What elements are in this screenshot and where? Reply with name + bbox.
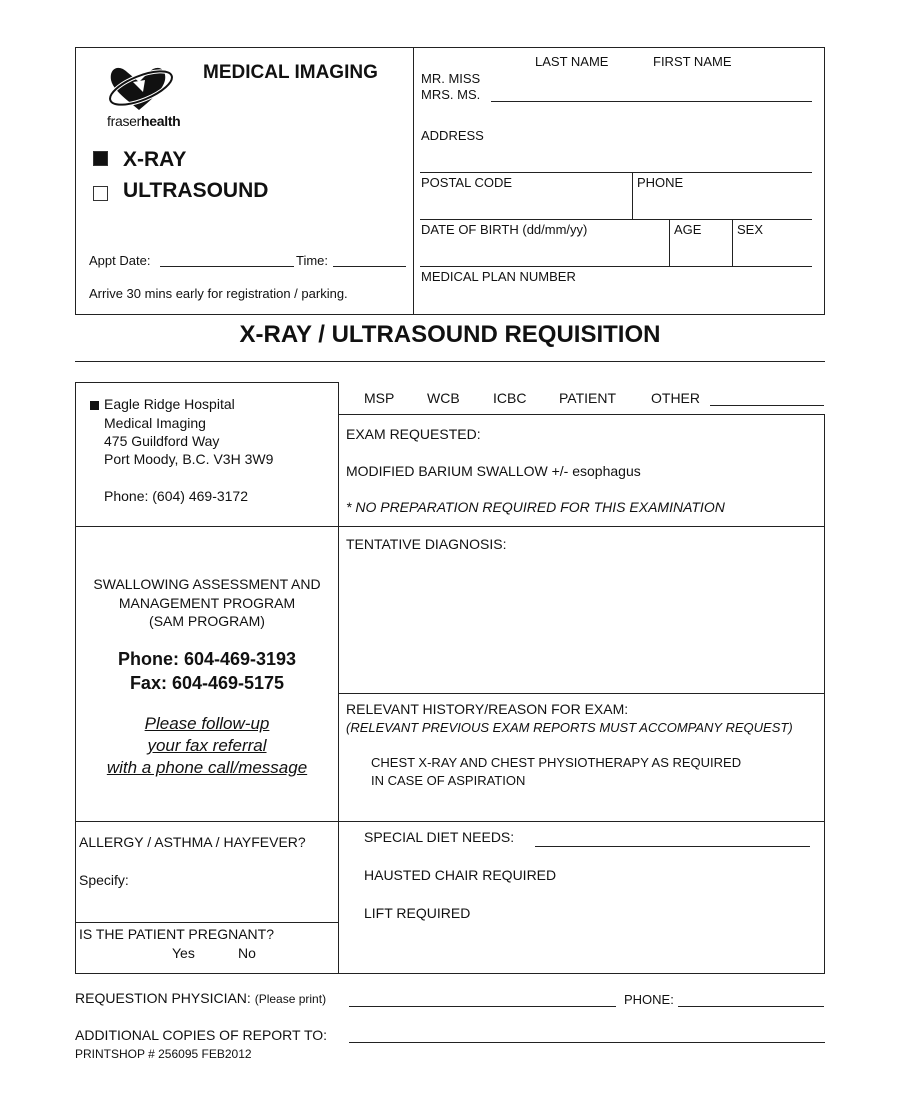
diagnosis-label: TENTATIVE DIAGNOSIS:: [346, 536, 507, 552]
medical-plan-label: MEDICAL PLAN NUMBER: [421, 269, 576, 284]
allergy-specify: Specify:: [79, 872, 129, 888]
payment-icbc[interactable]: ICBC: [493, 390, 527, 406]
fraserhealth-logo-icon: [105, 62, 175, 114]
hospital-bullet: [90, 401, 99, 410]
program-fax: Fax: 604-469-5175: [129, 673, 285, 693]
hospital-name: Eagle Ridge Hospital: [104, 396, 235, 412]
printshop-code: PRINTSHOP # 256095 FEB2012: [75, 1047, 252, 1061]
dob-field[interactable]: [420, 266, 812, 267]
name-field[interactable]: [491, 101, 812, 102]
address-field[interactable]: [420, 172, 812, 173]
payment-other[interactable]: OTHER: [651, 390, 700, 406]
hausted-chair-label: HAUSTED CHAIR REQUIRED: [364, 867, 557, 883]
time-field[interactable]: [333, 266, 406, 267]
appt-date-label: Appt Date:: [89, 253, 151, 268]
postal-code-label: POSTAL CODE: [421, 175, 513, 190]
age-label: AGE: [674, 222, 702, 237]
follow-up-line-3: with a phone call/message: [106, 758, 308, 777]
title-rule: [75, 361, 825, 362]
time-label: Time:: [296, 253, 329, 268]
arrive-note: Arrive 30 mins early for registration / parking.: [89, 286, 348, 301]
hospital-street: 475 Guildford Way: [104, 433, 220, 449]
lift-label: LIFT REQUIRED: [364, 905, 471, 921]
address-label: ADDRESS: [421, 128, 484, 143]
physician-label: REQUESTION PHYSICIAN: (Please print): [75, 990, 327, 1006]
diet-field[interactable]: [535, 846, 810, 847]
last-name-label: LAST NAME: [535, 54, 609, 69]
program-line-2: MANAGEMENT PROGRAM: [118, 595, 296, 611]
exam-requested-label: EXAM REQUESTED:: [346, 426, 481, 442]
diet-label: SPECIAL DIET NEEDS:: [364, 829, 515, 845]
program-phone: Phone: 604-469-3193: [117, 649, 297, 669]
medical-imaging-title: MEDICAL IMAGING: [203, 62, 378, 83]
allergy-label: ALLERGY / ASTHMA / HAYFEVER?: [79, 834, 306, 850]
payment-wcb[interactable]: WCB: [427, 390, 460, 406]
header-divider: [413, 47, 414, 315]
exam-requested-value: MODIFIED BARIUM SWALLOW +/- esophagus: [346, 463, 641, 479]
title-line-1: MR. MISS: [421, 71, 481, 86]
follow-up-line-1: Please follow-up: [144, 714, 270, 733]
pregnant-label: IS THE PATIENT PREGNANT?: [79, 926, 275, 942]
prep-note: * NO PREPARATION REQUIRED FOR THIS EXAMINATION: [346, 499, 725, 515]
appt-date-field[interactable]: [160, 266, 294, 267]
physician-field[interactable]: [349, 1006, 616, 1007]
ultrasound-checkbox[interactable]: [93, 186, 108, 201]
follow-up-line-2: your fax referral: [147, 736, 267, 755]
hospital-dept: Medical Imaging: [104, 415, 206, 431]
logo-text: fraserhealth: [107, 113, 181, 129]
history-line-2: IN CASE OF ASPIRATION: [371, 773, 526, 788]
physician-phone-field[interactable]: [678, 1006, 824, 1007]
xray-label: X-RAY: [123, 148, 187, 171]
sex-label: SEX: [737, 222, 764, 237]
pregnant-no[interactable]: No: [238, 945, 256, 961]
age-sex-divider: [732, 219, 733, 266]
copies-field[interactable]: [349, 1042, 825, 1043]
phone-label: PHONE: [637, 175, 684, 190]
payment-msp[interactable]: MSP: [364, 390, 395, 406]
payment-other-field[interactable]: [710, 405, 824, 406]
form-title: X-RAY / ULTRASOUND REQUISITION: [239, 321, 661, 348]
dob-age-divider: [669, 219, 670, 266]
dob-label: DATE OF BIRTH (dd/mm/yy): [421, 222, 588, 237]
payment-patient[interactable]: PATIENT: [559, 390, 617, 406]
history-label: RELEVANT HISTORY/REASON FOR EXAM:: [346, 701, 629, 717]
title-line-2: MRS. MS.: [421, 87, 481, 102]
hospital-city: Port Moody, B.C. V3H 3W9: [104, 451, 274, 467]
history-note: (RELEVANT PREVIOUS EXAM REPORTS MUST ACCOMPANY REQUEST): [346, 720, 793, 735]
copies-label: ADDITIONAL COPIES OF REPORT TO:: [75, 1027, 328, 1043]
hospital-phone: Phone: (604) 469-3172: [104, 488, 248, 504]
program-line-3: (SAM PROGRAM): [149, 613, 265, 629]
pregnant-yes[interactable]: Yes: [172, 945, 195, 961]
postal-phone-divider: [632, 172, 633, 219]
first-name-label: FIRST NAME: [653, 54, 732, 69]
physician-phone-label: PHONE:: [624, 992, 674, 1007]
xray-checkbox[interactable]: [93, 151, 108, 166]
program-line-1: SWALLOWING ASSESSMENT AND: [93, 576, 321, 592]
history-line-1: CHEST X-RAY AND CHEST PHYSIOTHERAPY AS REQUIRED: [371, 755, 742, 770]
postal-phone-field[interactable]: [420, 219, 812, 220]
ultrasound-label: ULTRASOUND: [123, 179, 269, 202]
